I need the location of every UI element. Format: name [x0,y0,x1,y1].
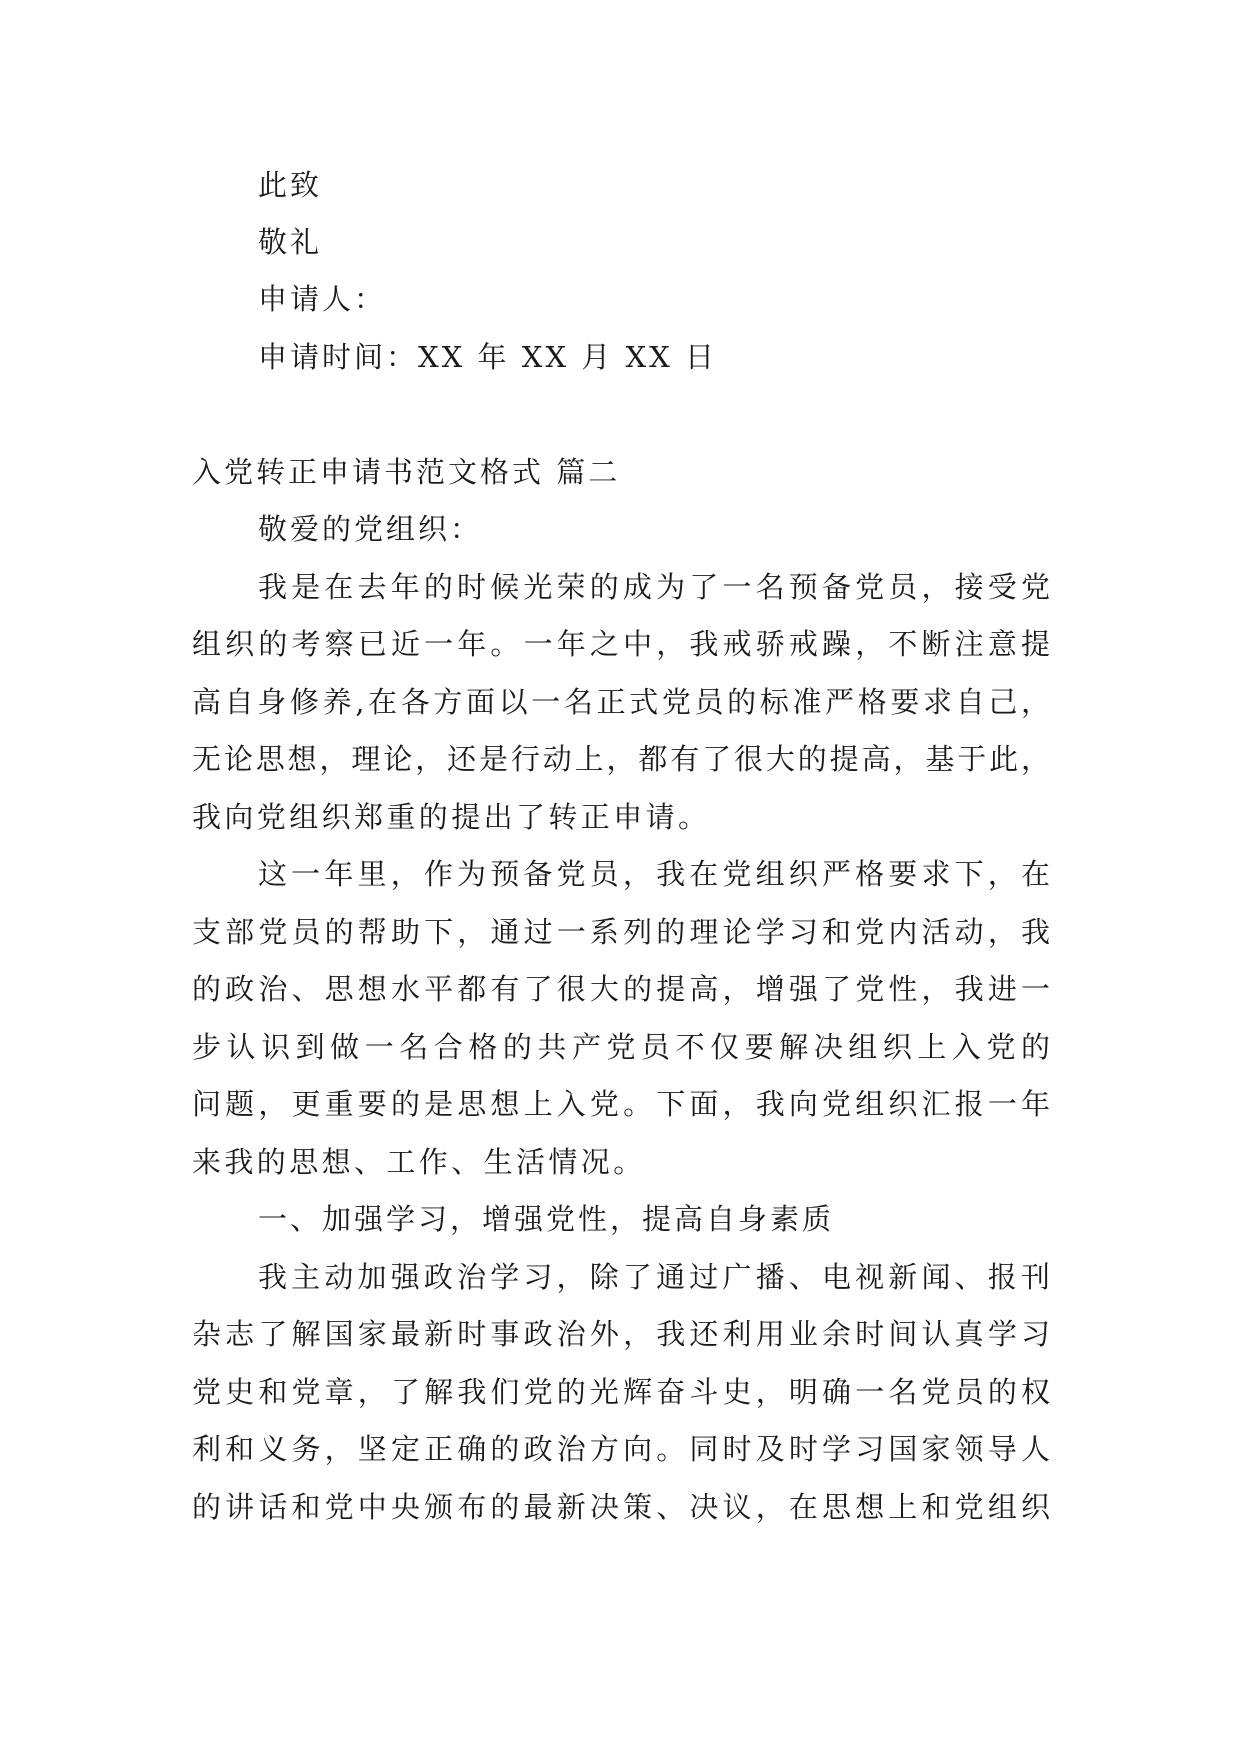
paragraph-2-line: 来我的思想、工作、生活情况。 [192,1145,646,1179]
application-date: 申请时间：XX 年 XX 月 XX 日 [258,340,717,374]
paragraph-1-line: 组织的考察已近一年。一年之中，我戒骄戒躁，不断注意提 [192,627,1050,661]
paragraph-2-line: 步认识到做一名合格的共产党员不仅要解决组织上入党的 [192,1030,1050,1064]
paragraph-1-line: 我向党组织郑重的提出了转正申请。 [192,800,711,834]
paragraph-3-line: 的讲话和党中央颁布的最新决策、决议，在思想上和党组织 [192,1490,1050,1524]
subsection-heading: 一、加强学习，增强党性，提高自身素质 [258,1202,835,1236]
paragraph-1-line: 我是在去年的时候光荣的成为了一名预备党员，接受党 [258,570,1050,604]
paragraph-3-line: 利和义务，坚定正确的政治方向。同时及时学习国家领导人 [192,1432,1050,1466]
section-heading: 入党转正申请书范文格式 篇二 [192,455,621,489]
paragraph-2-line: 这一年里，作为预备党员，我在党组织严格要求下，在 [258,857,1050,891]
paragraph-2-line: 支部党员的帮助下，通过一系列的理论学习和党内活动，我 [192,915,1050,949]
applicant-label: 申请人： [258,282,387,316]
closing-line-2: 敬礼 [258,225,323,259]
paragraph-2-line: 的政治、思想水平都有了很大的提高，增强了党性，我进一 [192,972,1050,1006]
salutation: 敬爱的党组织： [258,512,483,546]
closing-line-1: 此致 [258,168,323,202]
paragraph-3-line: 杂志了解国家最新时事政治外，我还利用业余时间认真学习 [192,1317,1050,1351]
paragraph-1-line: 无论思想，理论，还是行动上，都有了很大的提高，基于此， [192,742,1050,776]
paragraph-1-line: 高自身修养,在各方面以一名正式党员的标准严格要求自己， [192,685,1050,719]
paragraph-2-line: 问题，更重要的是思想上入党。下面，我向党组织汇报一年 [192,1087,1050,1121]
paragraph-3-line: 我主动加强政治学习，除了通过广播、电视新闻、报刊 [258,1260,1050,1294]
paragraph-3-line: 党史和党章，了解我们党的光辉奋斗史，明确一名党员的权 [192,1375,1050,1409]
